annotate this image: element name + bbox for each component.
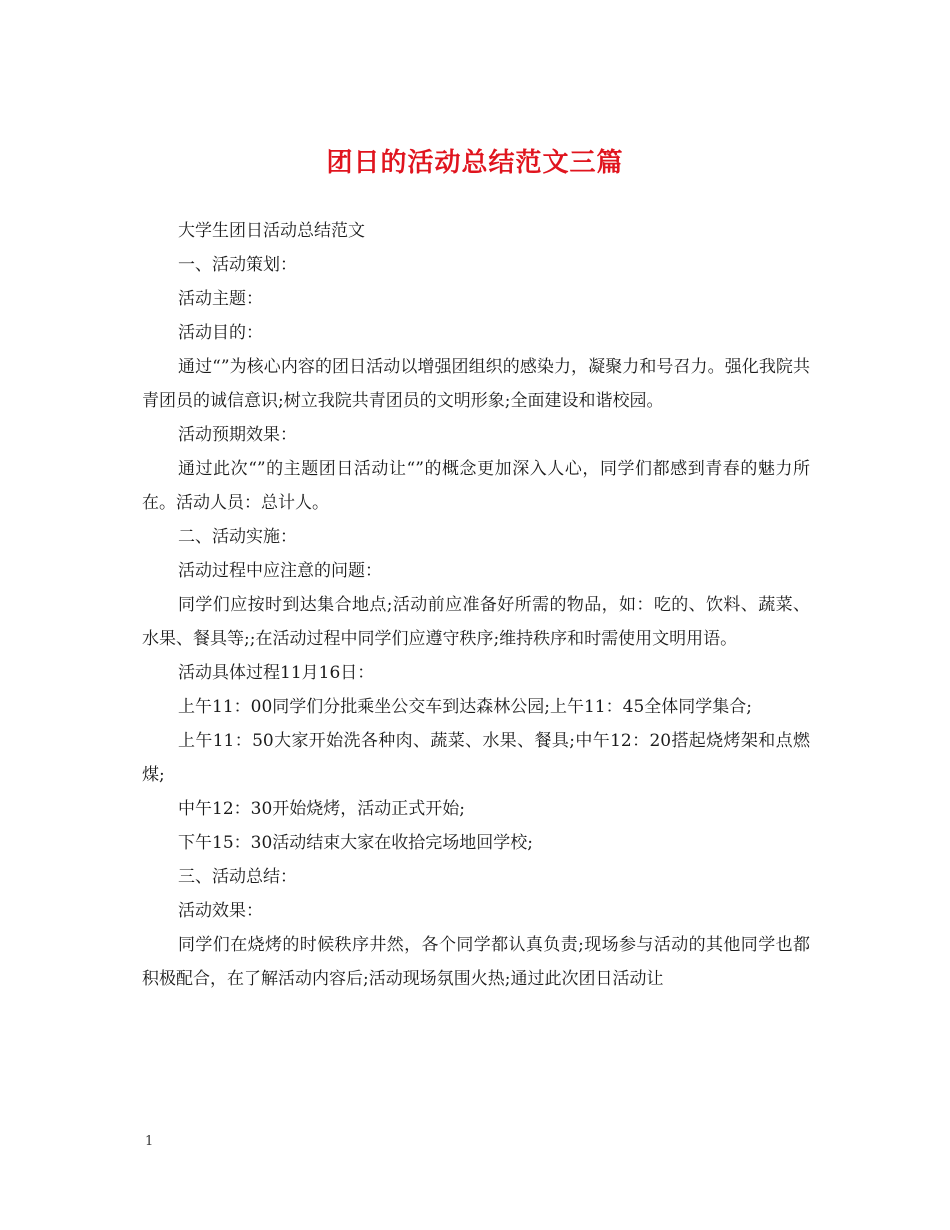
- section-heading: 一、活动策划：: [178, 255, 297, 275]
- paragraph: 活动主题：: [178, 289, 263, 309]
- section-heading: 三、活动总结：: [178, 867, 297, 887]
- document-body: [142, 214, 810, 996]
- paragraph: 活动目的：: [178, 323, 263, 343]
- paragraph: 通过此次“”的主题团日活动让“”的概念更加深入人心，同学们都感到青春的魅力所在。活动人员：总计人。: [142, 459, 810, 513]
- paragraph: 同学们在烧烤的时候秩序井然，各个同学都认真负责;现场参与活动的其他同学也都积极配合，在了解活动内容后;活动现场氛围火热;通过此次团日活动让: [142, 935, 810, 989]
- paragraph: 中午12：30开始烧烤，活动正式开始;: [178, 799, 465, 819]
- paragraph: 大学生团日活动总结范文: [178, 221, 365, 241]
- document-title: 团日的活动总结范文三篇: [326, 148, 624, 178]
- paragraph: 活动具体过程11月16日：: [178, 663, 375, 683]
- page-number: 1: [145, 1134, 154, 1149]
- section-heading: 二、活动实施：: [178, 527, 297, 547]
- paragraph: 通过“”为核心内容的团日活动以增强团组织的感染力，凝聚力和号召力。强化我院共青团员的诚信意识;树立我院共青团员的文明形象;全面建设和谐校园。: [142, 357, 810, 411]
- paragraph: 活动过程中应注意的问题：: [178, 561, 382, 581]
- paragraph: 活动效果：: [178, 901, 263, 921]
- paragraph: 同学们应按时到达集合地点;活动前应准备好所需的物品，如：吃的、饮料、蔬菜、水果、餐具等;;在活动过程中同学们应遵守秩序;维持秩序和时需使用文明用语。: [142, 595, 810, 649]
- paragraph: 上午11：00同学们分批乘坐公交车到达森林公园;上午11：45全体同学集合;: [178, 697, 752, 717]
- paragraph: 上午11：50大家开始洗各种肉、蔬菜、水果、餐具;中午12：20搭起烧烤架和点燃煤;: [142, 731, 810, 785]
- paragraph: 下午15：30活动结束大家在收拾完场地回学校;: [178, 833, 533, 853]
- paragraph: 活动预期效果：: [178, 425, 297, 445]
